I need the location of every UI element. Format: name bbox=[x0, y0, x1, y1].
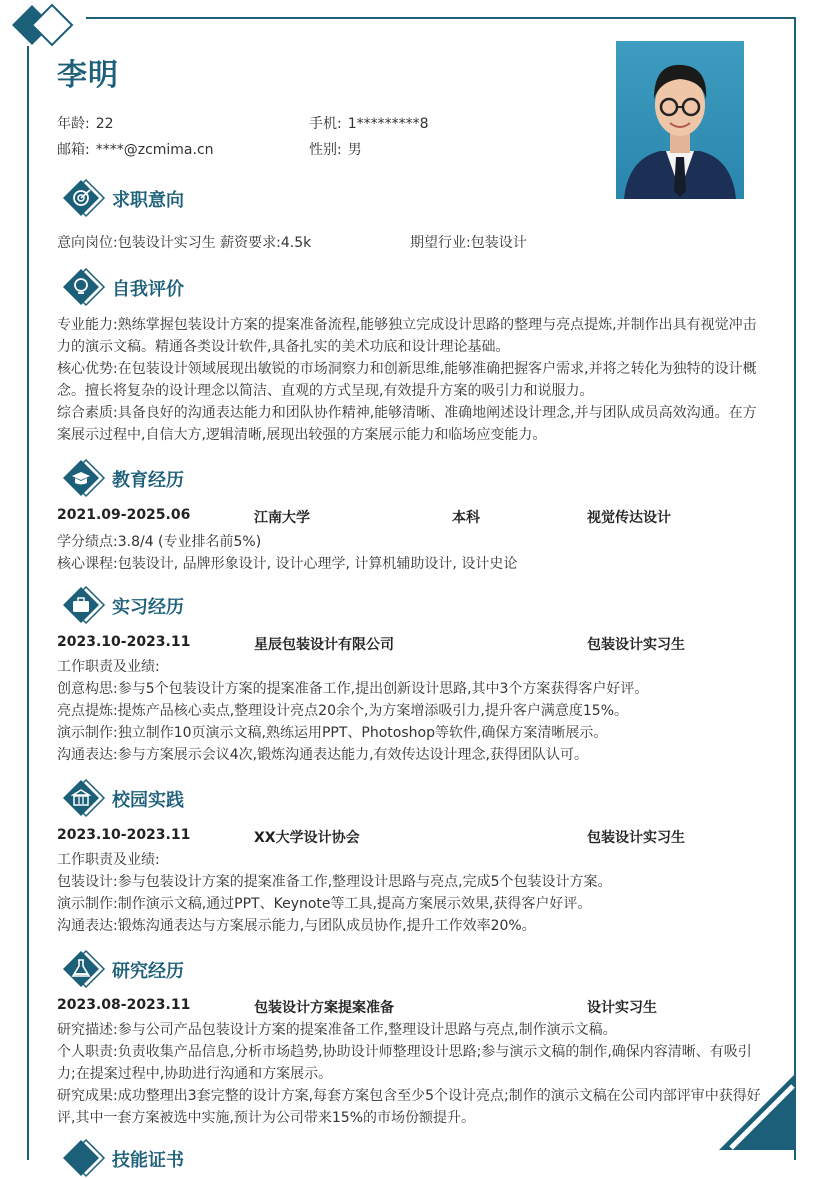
education-section-header bbox=[60, 458, 360, 498]
self-eval-p1: 专业能力:熟练掌握包装设计方案的提案准备流程,能够独立完成设计思路的整理与亮点提炼,并制作出具有视觉冲击力的演示文稿。精通各类设计软件,具备扎实的美术功底和设计理论基础。 bbox=[57, 317, 757, 355]
campus-line-3: 沟通表达:锻炼沟通表达与方案展示能力,与团队成员协作,提升工作效率20%。 bbox=[57, 918, 536, 934]
research-project: 包装设计方案提案准备 bbox=[254, 1000, 394, 1016]
self-eval-p3: 综合素质:具备良好的沟通表达能力和团队协作精神,能够清晰、准确地阐述设计理念,并与团队成员高效沟通。在方案展示过程中,自信大方,逻辑清晰,展现出较强的方案展示能力和临场应变能力。 bbox=[57, 405, 757, 443]
campus-role: 包装设计实习生 bbox=[587, 830, 685, 846]
self-eval-title: 自我评价 bbox=[112, 279, 184, 300]
education-major: 视觉传达设计 bbox=[587, 510, 671, 526]
phone-info bbox=[309, 113, 429, 133]
gender-info bbox=[309, 139, 362, 159]
age-label: 年龄: bbox=[57, 116, 90, 132]
building-icon bbox=[60, 778, 106, 818]
graduation-cap-icon bbox=[60, 458, 106, 498]
flask-icon bbox=[60, 949, 106, 989]
frame-right-border bbox=[794, 17, 796, 1160]
campus-line-2: 演示制作:制作演示文稿,通过PPT、Keynote等工具,提高方案展示效果,获得客户好评。 bbox=[57, 896, 592, 912]
research-duty: 个人职责:负责收集产品信息,分析市场趋势,协助设计师整理设计思路;参与演示文稿的制作,确保内容清晰、有吸引力;在提案过程中,协助进行沟通和方案展示。 bbox=[57, 1044, 752, 1082]
frame-top-border bbox=[86, 17, 795, 19]
age-info bbox=[57, 113, 114, 133]
intent-line bbox=[57, 232, 311, 252]
age-value: 22 bbox=[95, 116, 114, 132]
internship-line-1: 创意构思:参与5个包装设计方案的提案准备工作,提出创新设计思路,其中3个方案获得客户好评。 bbox=[57, 681, 649, 697]
certificate-icon bbox=[60, 1138, 106, 1178]
campus-details bbox=[57, 849, 769, 937]
internship-section-header bbox=[60, 585, 360, 625]
resume-name: 李明 bbox=[57, 58, 119, 93]
self-eval-section-header bbox=[60, 267, 360, 307]
intent-title: 求职意向 bbox=[112, 190, 184, 211]
education-courses: 核心课程:包装设计, 品牌形象设计, 设计心理学, 计算机辅助设计, 设计史论 bbox=[57, 556, 518, 572]
intent-section-header bbox=[60, 178, 360, 218]
phone-value: 1*********8 bbox=[347, 116, 429, 132]
skills-section-header bbox=[60, 1138, 360, 1178]
phone-label: 手机: bbox=[309, 116, 342, 132]
research-section-header bbox=[60, 949, 360, 989]
internship-line-4: 沟通表达:参与方案展示会议4次,锻炼沟通表达能力,有效传达设计理念,获得团队认可。 bbox=[57, 747, 588, 763]
research-role: 设计实习生 bbox=[587, 1000, 657, 1016]
lightbulb-icon bbox=[60, 267, 106, 307]
skills-title: 技能证书 bbox=[112, 1150, 184, 1171]
intent-salary: 薪资要求:4.5k bbox=[220, 235, 312, 251]
campus-section-header bbox=[60, 778, 360, 818]
corner-diamonds-decoration bbox=[8, 0, 88, 50]
research-period: 2023.08-2023.11 bbox=[57, 997, 191, 1013]
internship-title: 实习经历 bbox=[112, 597, 184, 618]
internship-company: 星辰包装设计有限公司 bbox=[254, 637, 394, 653]
intent-industry: 期望行业:包装设计 bbox=[410, 235, 527, 251]
campus-duty-label: 工作职责及业绩: bbox=[57, 852, 160, 868]
education-school: 江南大学 bbox=[254, 510, 310, 526]
education-title: 教育经历 bbox=[112, 470, 184, 491]
internship-details bbox=[57, 656, 769, 766]
internship-line-2: 亮点提炼:提炼产品核心卖点,整理设计亮点20余个,为方案增添吸引力,提升客户满意度15%。 bbox=[57, 703, 628, 719]
research-title: 研究经历 bbox=[112, 961, 184, 982]
email-info bbox=[57, 139, 214, 159]
education-gpa: 学分绩点:3.8/4 (专业排名前5%) bbox=[57, 534, 262, 550]
internship-line-3: 演示制作:独立制作10页演示文稿,熟练运用PPT、Photoshop等软件,确保方案清晰展示。 bbox=[57, 725, 608, 741]
email-label: 邮箱: bbox=[57, 142, 90, 158]
campus-period: 2023.10-2023.11 bbox=[57, 827, 191, 843]
target-icon bbox=[60, 178, 106, 218]
profile-photo bbox=[616, 41, 744, 199]
self-eval-text bbox=[57, 314, 769, 446]
gender-label: 性别: bbox=[309, 142, 342, 158]
internship-period: 2023.10-2023.11 bbox=[57, 634, 191, 650]
campus-title: 校园实践 bbox=[112, 790, 184, 811]
internship-duty-label: 工作职责及业绩: bbox=[57, 659, 160, 675]
education-period: 2021.09-2025.06 bbox=[57, 507, 191, 523]
research-result: 研究成果:成功整理出3套完整的设计方案,每套方案包含至少5个设计亮点;制作的演示文稿在公司内部评审中获得好评,其中一套方案被选中实施,预计为公司带来15%的市场份额提升。 bbox=[57, 1088, 761, 1126]
intent-position: 意向岗位:包装设计实习生 bbox=[57, 235, 216, 251]
self-eval-p2: 核心优势:在包装设计领域展现出敏锐的市场洞察力和创新思维,能够准确把握客户需求,并将之转化为独特的设计概念。擅长将复杂的设计理念以简洁、直观的方式呈现,有效提升方案的吸引力和说服力。 bbox=[57, 361, 757, 399]
frame-left-border bbox=[27, 46, 29, 1160]
campus-line-1: 包装设计:参与包装设计方案的提案准备工作,整理设计思路与亮点,完成5个包装设计方案。 bbox=[57, 874, 612, 890]
campus-org: XX大学设计协会 bbox=[254, 830, 360, 846]
research-desc: 研究描述:参与公司产品包装设计方案的提案准备工作,整理设计思路与亮点,制作演示文稿。 bbox=[57, 1022, 617, 1038]
gender-value: 男 bbox=[347, 142, 362, 158]
internship-role: 包装设计实习生 bbox=[587, 637, 685, 653]
briefcase-icon bbox=[60, 585, 106, 625]
research-details bbox=[57, 1019, 769, 1129]
email-value: ****@zcmima.cn bbox=[95, 142, 214, 158]
education-degree: 本科 bbox=[452, 510, 480, 526]
